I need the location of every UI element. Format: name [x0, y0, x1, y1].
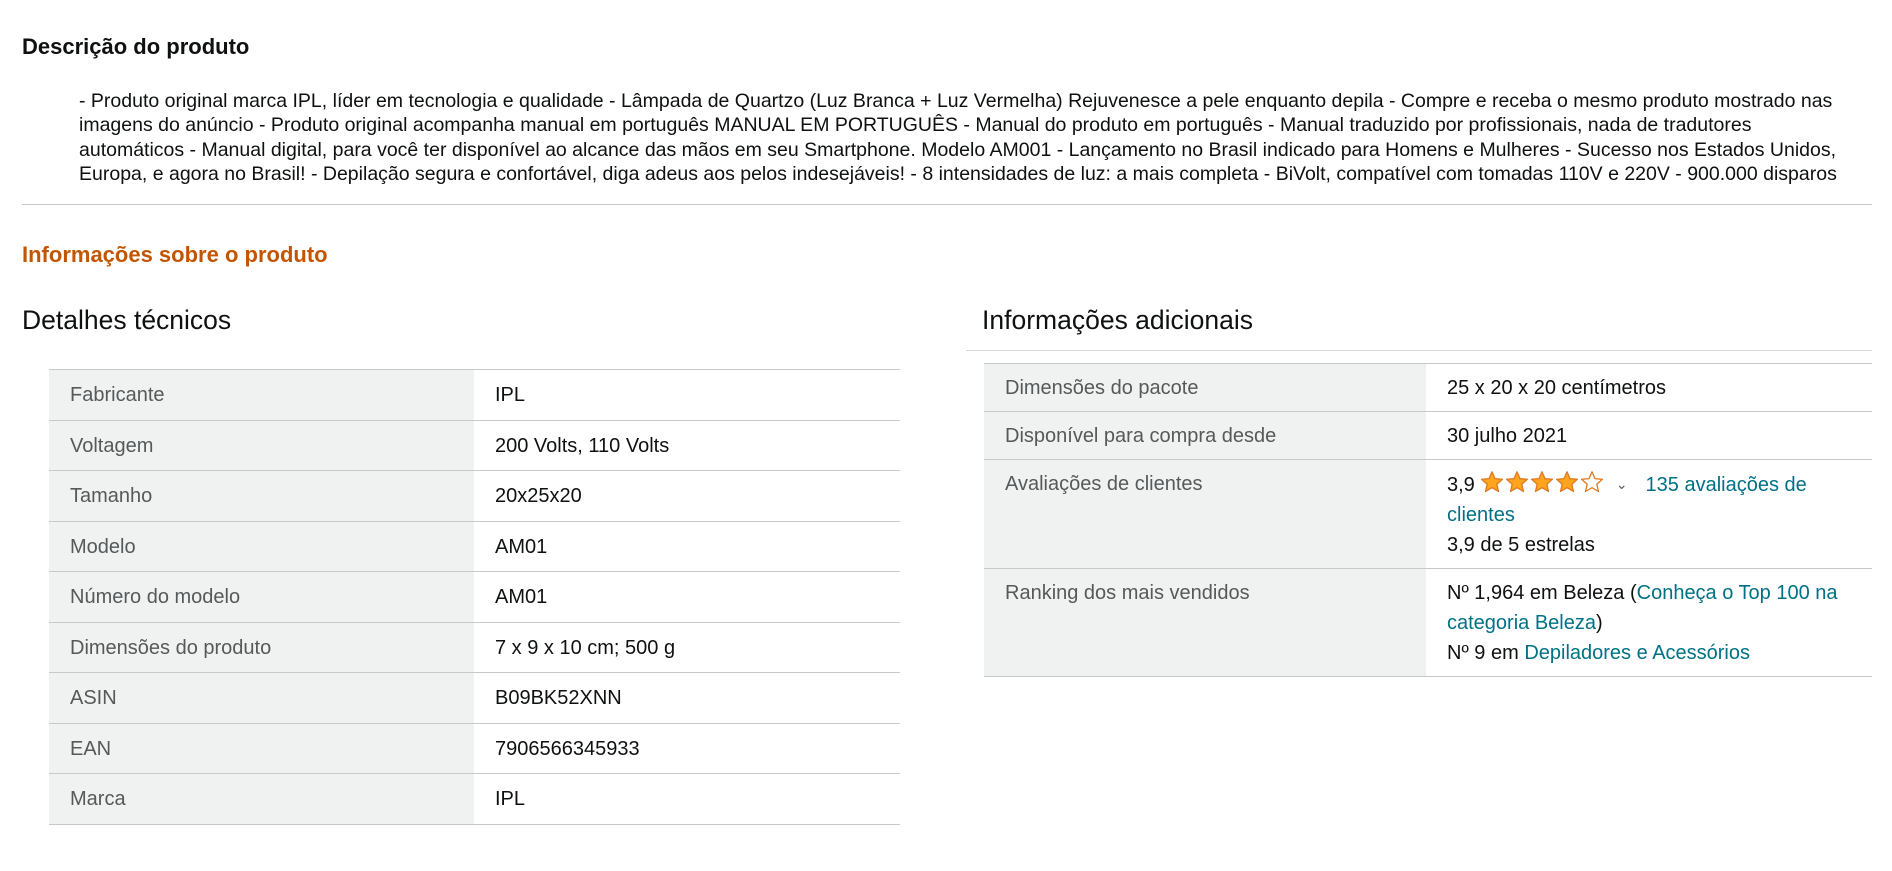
product-info-heading: Informações sobre o produto: [22, 242, 328, 267]
row-label: Dimensões do pacote: [984, 364, 1426, 412]
rank-1-text: Nº 1,964 em Beleza (: [1447, 582, 1637, 604]
star-full-icon: [1505, 470, 1529, 494]
row-label: Avaliações de clientes: [984, 460, 1426, 569]
additional-info-table: [984, 363, 1872, 677]
table-row: [49, 774, 900, 825]
additional-info-title: Informações adicionais: [982, 305, 1254, 335]
row-label: Número do modelo: [49, 572, 474, 623]
table-row: [49, 622, 900, 673]
row-label: ASIN: [49, 673, 474, 724]
table-row: [49, 521, 900, 572]
row-value: AM01: [474, 572, 900, 623]
row-value: 25 x 20 x 20 centímetros: [1426, 364, 1872, 412]
technical-details-table: [49, 369, 900, 825]
rating-score: 3,9: [1447, 474, 1475, 496]
reviews-count-link[interactable]: 135 avaliações de clientes: [1447, 474, 1807, 526]
table-row: [49, 673, 900, 724]
rank-line-1: [1447, 578, 1852, 638]
row-value: 7906566345933: [474, 723, 900, 774]
row-value: B09BK52XNN: [474, 673, 900, 724]
product-description-heading: Descrição do produto: [22, 34, 250, 59]
row-value: IPL: [474, 774, 900, 825]
table-row-customer-reviews: [984, 460, 1872, 569]
table-row: [49, 471, 900, 522]
rating-summary: 3,9 de 5 estrelas: [1447, 534, 1595, 556]
table-row-available-since: [984, 412, 1872, 460]
star-full-icon: [1555, 470, 1579, 494]
chevron-down-icon[interactable]: ⌄: [1615, 476, 1628, 492]
technical-details-title: Detalhes técnicos: [22, 305, 232, 335]
rank-line-2: [1447, 638, 1852, 668]
row-label: Fabricante: [49, 370, 474, 421]
top-100-beleza-link[interactable]: Conheça o Top 100 na categoria Beleza: [1447, 582, 1838, 634]
rank-2-text: Nº 9 em: [1447, 642, 1525, 664]
product-description-text: - Produto original marca IPL, líder em tecnologia e qualidade - Lâmpada de Quartzo (Luz Branca + Luz Vermelha) Rejuvenesce a pele enquanto depila - Compre e receba o mesmo produto mostrado nas imagens do anúncio - Produto original acompanha manual em português MANUAL EM PORTUGUÊS - Manual do produto em português - Manual traduzido por profissionais, nada de tradutores automáticos - Manual digital, para você ter disponível ao alcance das mãos em seu Smartphone. Modelo AM001 - Lançamento no Brasil indicado para Homens e Mulheres - Sucesso nos Estados Unidos, Europa, e agora no Brasil! - Depilação segura e confortável, diga adeus aos pelos indesejáveis! - 8 intensidades de luz: a mais completa - BiVolt, compatível com tomadas 110V e 220V - 900.000 disparos: [79, 90, 1837, 185]
row-label: Voltagem: [49, 420, 474, 471]
star-full-icon: [1530, 470, 1554, 494]
table-row-package-dimensions: [984, 364, 1872, 412]
row-value: 20x25x20: [474, 471, 900, 522]
star-full-icon: [1480, 470, 1504, 494]
row-value: [1426, 460, 1872, 569]
row-label: Marca: [49, 774, 474, 825]
row-label: Modelo: [49, 521, 474, 572]
rating-line: [1447, 469, 1852, 530]
row-value: 7 x 9 x 10 cm; 500 g: [474, 622, 900, 673]
section-divider: [22, 204, 1872, 205]
table-row: [49, 572, 900, 623]
row-value: 200 Volts, 110 Volts: [474, 420, 900, 471]
star-rating[interactable]: [1480, 470, 1604, 494]
row-value: AM01: [474, 521, 900, 572]
table-row-best-sellers-rank: [984, 569, 1872, 677]
row-label: EAN: [49, 723, 474, 774]
rank-1-suffix: ): [1595, 612, 1603, 634]
row-label: Disponível para compra desde: [984, 412, 1426, 460]
table-row: [49, 370, 900, 421]
star-empty-icon: [1580, 470, 1604, 494]
row-label: Tamanho: [49, 471, 474, 522]
table-row: [49, 420, 900, 471]
row-label: Dimensões do produto: [49, 622, 474, 673]
depiladores-category-link[interactable]: Depiladores e Acessórios: [1524, 642, 1751, 664]
additional-info-divider: [966, 350, 1872, 351]
row-label: Ranking dos mais vendidos: [984, 569, 1426, 677]
table-row: [49, 723, 900, 774]
row-value: [1426, 569, 1872, 677]
row-value: IPL: [474, 370, 900, 421]
row-value: 30 julho 2021: [1426, 412, 1872, 460]
